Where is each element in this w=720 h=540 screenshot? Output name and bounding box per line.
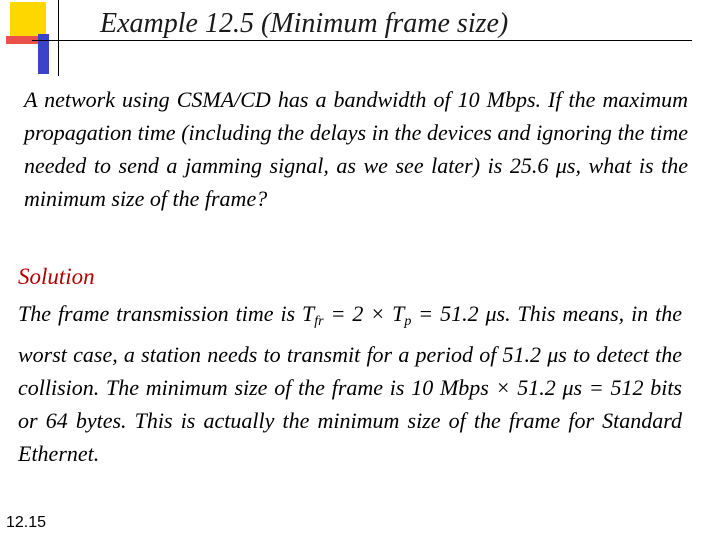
page-number: 12.15 bbox=[6, 514, 47, 531]
title-rule-horizontal bbox=[32, 40, 692, 41]
solution-text bbox=[18, 297, 682, 470]
solution-text-part3: = 51.2 μs. This means, in the worst case, a station needs to transmit for a period of 51.2 μs to detect the collision. The minimum size of the frame is 10 Mbps × 51.2 μs = 512 bits or 64 bytes. This is actually the minimum size of the frame for Standard Ethernet. bbox=[18, 301, 682, 466]
slide-title: Example 12.5 (Minimum frame size) bbox=[100, 8, 509, 39]
question-text: A network using CSMA/CD has a bandwidth of 10 Mbps. If the maximum propagation time (including the delays in the devices and ignoring the time needed to send a jamming signal, as we see later) is 25.6 μs, what is the minimum size of the frame? bbox=[24, 87, 688, 211]
solution-text-part1: The frame transmission time is T bbox=[18, 301, 315, 326]
title-rule-vertical bbox=[58, 0, 59, 76]
subscript-fr: fr bbox=[314, 314, 324, 329]
solution-heading: Solution bbox=[18, 264, 95, 289]
yellow-square-decoration bbox=[10, 2, 46, 36]
solution-text-part2: = 2 × T bbox=[323, 301, 405, 326]
subscript-p: p bbox=[404, 314, 412, 329]
